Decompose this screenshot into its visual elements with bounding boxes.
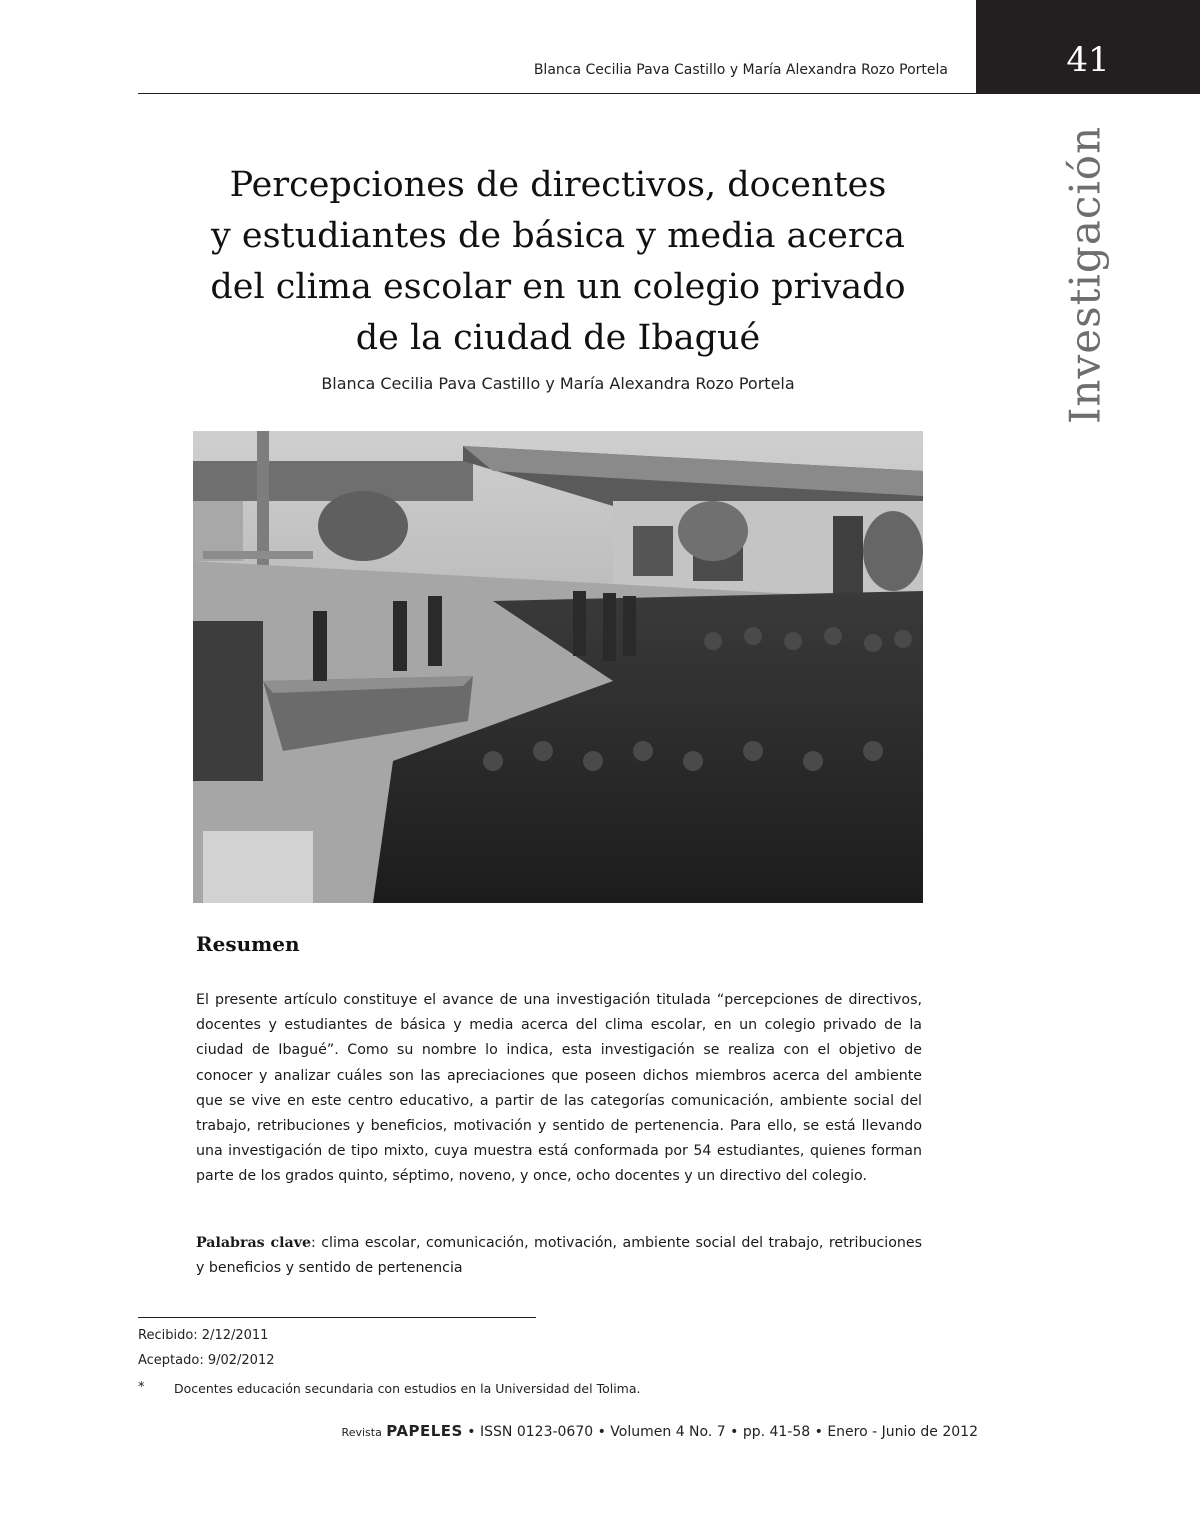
section-label: Investigación	[1060, 125, 1110, 425]
accepted-date: Aceptado: 9/02/2012	[138, 1353, 275, 1368]
footer-revista: Revista	[341, 1426, 382, 1439]
keywords-label: Palabras clave	[196, 1235, 312, 1251]
header-rule	[138, 93, 978, 94]
footer-citation: • ISSN 0123-0670 • Volumen 4 No. 7 • pp. 41-58 • Enero - Junio de 2012	[462, 1424, 978, 1440]
received-date: Recibido: 2/12/2011	[138, 1328, 269, 1343]
journal-footer	[342, 1422, 978, 1440]
abstract-text: El presente artículo constituye el avance de una investigación titulada “percepciones de directivos, docentes y estudiantes de básica y media acerca del clima escolar, en un colegio privado de la ciudad de Ibagué”. Como su nombre lo indica, esta investigación se realiza con el objetivo de conocer y analizar cuáles son las apreciaciones que poseen dichos miembros acerca del ambiente que se vive en este centro educativo, a partir de las categorías comunicación, ambiente social del trabajo, retribuciones y beneficios, motivación y sentido de pertenencia. Para ello, se está llevando una investigación de tipo mixto, cuya muestra está conformada por 54 estudiantes, quienes forman parte de los grados quinto, séptimo, noveno, y once, ocho docentes y un directivo del colegio.	[196, 992, 922, 1185]
title-line: y estudiantes de básica y media acerca	[210, 216, 906, 256]
article-authors: Blanca Cecilia Pava Castillo y María Alexandra Rozo Portela	[321, 374, 795, 393]
page-number: 41	[1066, 40, 1110, 80]
school-assembly-photo	[193, 431, 923, 903]
page-number-tab	[976, 0, 1200, 94]
footnote-marker: *	[138, 1380, 145, 1395]
keywords-text: : clima escolar, comunicación, motivación, ambiente social del trabajo, retribuciones y beneficios y sentido de pertenencia	[196, 1235, 922, 1277]
title-line: Percepciones de directivos, docentes	[229, 165, 887, 205]
running-header-authors: Blanca Cecilia Pava Castillo y María Alexandra Rozo Portela	[533, 62, 948, 78]
article-title	[190, 160, 926, 364]
keywords-paragraph	[196, 1231, 922, 1281]
title-line: de la ciudad de Ibagué	[355, 318, 761, 358]
footnote-text: Docentes educación secundaria con estudios en la Universidad del Tolima.	[174, 1381, 641, 1396]
abstract-heading: Resumen	[196, 932, 300, 956]
footer-journal-name: PAPELES	[386, 1422, 463, 1440]
title-line: del clima escolar en un colegio privado	[210, 267, 906, 307]
footnote-rule	[138, 1317, 536, 1318]
